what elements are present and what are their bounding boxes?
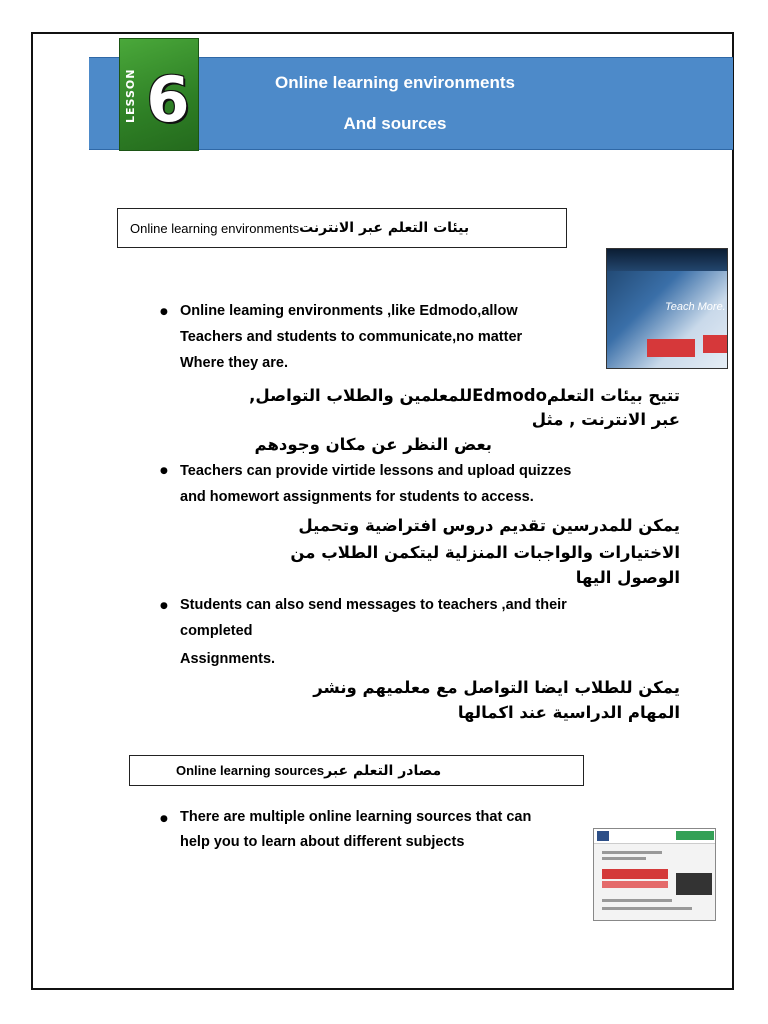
header-title-line2: And sources [343,114,447,133]
bullet1-ar-line2: عبر الانترنت , مثل [531,410,680,429]
bullet3-en-line3: Assignments. [180,651,276,667]
bullet2-ar-line3: الوصول اليها [575,568,680,587]
header-title-line1: Online learning environments [275,73,515,92]
bullet1-ar-line3: بعض النظر عن مكان وجودهم [254,435,492,454]
heading-english: Online learning sources [176,763,325,778]
lesson-number: 6 [146,63,190,136]
edmodo-screenshot-photo [606,248,728,369]
bullet1-ar-line1: تتيح بيئات التعلمEdmodoللمعلمين والطلاب التواصل, [249,386,680,405]
bullet-dot: ● [160,814,168,824]
sources-bullet-line2: help you to learn about different subjects [180,834,465,850]
bullet2-ar-line2: الاختيارات والواجبات المنزلية ليتكمن الطلاب من [290,543,680,562]
bullet3-en-line1: Students can also send messages to teachers ,and their [180,597,567,613]
bullet-dot: ● [160,601,168,611]
learning-website-screenshot [593,828,716,921]
heading-english: Online learning environments [130,220,300,236]
bullet3-ar-line1: يمكن للطلاب ايضا التواصل مع معلميهم ونشر [313,678,680,697]
bullet1-en-line3: Where they are. [180,355,288,371]
sources-bullet-line1: There are multiple online learning sources that can [180,809,532,825]
section-heading-environments [117,208,567,248]
bullet2-ar-line1: يمكن للمدرسين تقديم دروس افتراضية وتحميل [298,516,680,535]
heading-arabic: بيئات التعلم عبر الانترنت [299,220,470,236]
bullet2-en-line2: and homewort assignments for students to access. [180,489,534,505]
bullet2-en-line1: Teachers can provide virtide lessons and upload quizzes [180,463,572,479]
bullet1-en-line2: Teachers and students to communicate,no matter [180,329,523,345]
lesson-word: LESSON [124,68,137,124]
bullet1-en-line1: Online leaming environments ,like Edmodo,allow [180,303,518,319]
bullet-dot: ● [160,466,168,476]
section-heading-sources [129,755,584,786]
heading-arabic: مصادر التعلم عبر [324,762,442,779]
edmodo-slogan: Teach More. [665,301,726,313]
bullet3-en-line2: completed [180,623,253,639]
bullet-dot: ● [160,307,168,317]
bullet3-ar-line2: المهام الدراسية عند اكمالها [457,703,680,722]
lesson-badge [119,38,199,151]
